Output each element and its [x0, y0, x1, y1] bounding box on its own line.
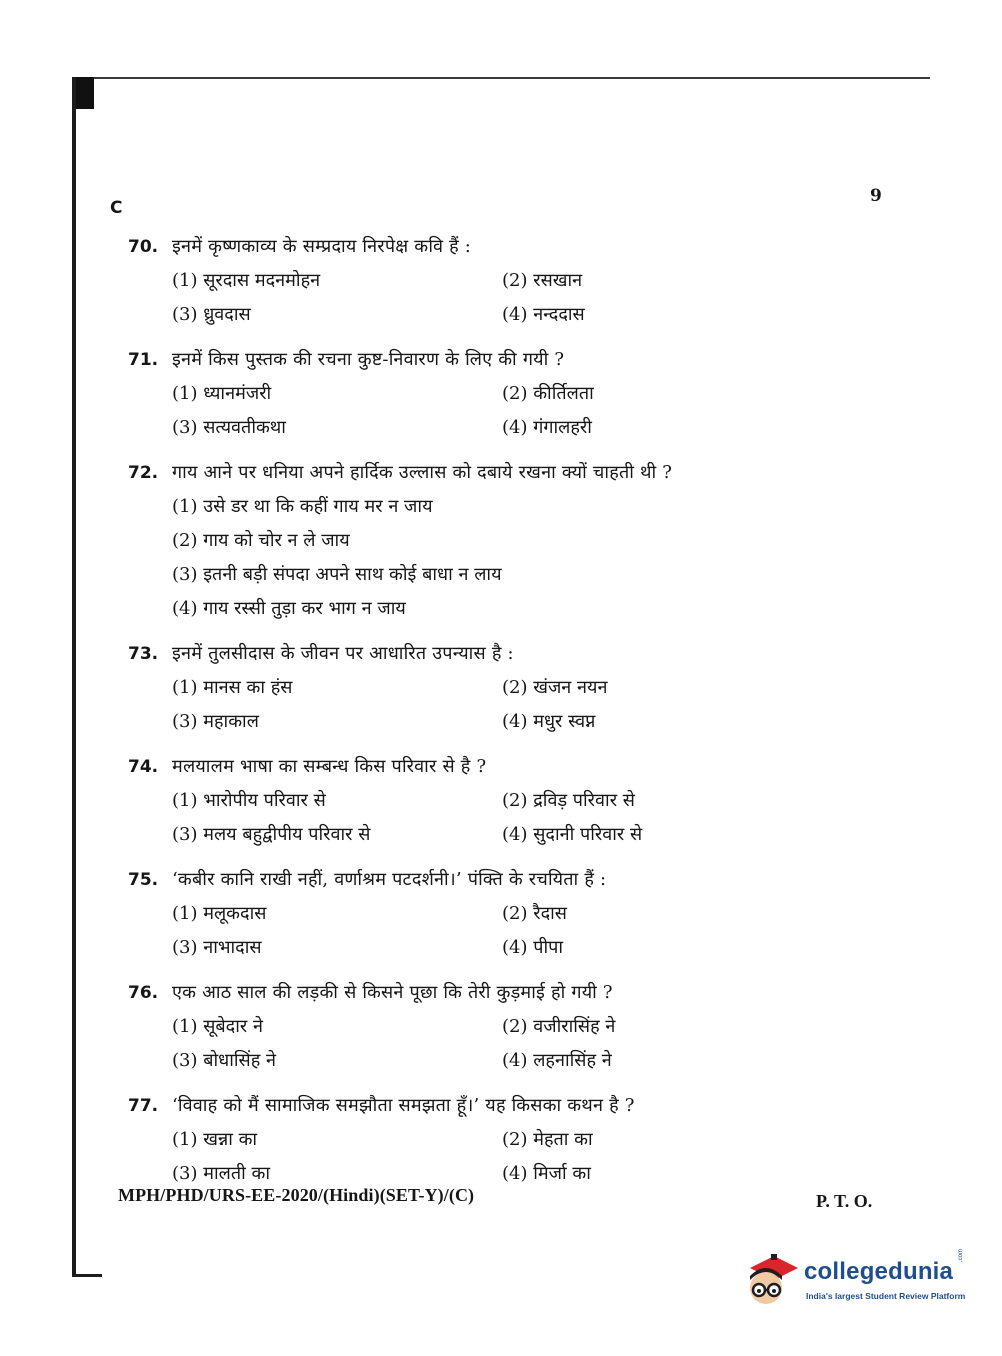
option-1: (1) खन्ना का: [172, 1129, 258, 1150]
option-2: (2) वजीरासिंह ने: [502, 1016, 616, 1037]
option-list: [172, 1010, 808, 1078]
option-3: (3) इतनी बड़ी संपदा अपने साथ कोई बाधा न लाय: [172, 564, 502, 585]
question-76: [128, 976, 808, 1078]
option-list: [172, 377, 808, 445]
brand-name: collegedunia: [804, 1258, 954, 1285]
option-1: (1) सूबेदार ने: [172, 1016, 263, 1037]
option-list: [172, 1123, 808, 1191]
option-3: (3) मालती का: [172, 1163, 270, 1184]
question-text: इनमें किस पुस्तक की रचना कुष्ट-निवारण के लिए की गयी ?: [172, 349, 565, 370]
option-4: (4) नन्ददास: [502, 304, 585, 325]
option-list: [172, 490, 808, 626]
option-1: (1) मानस का हंस: [172, 677, 293, 698]
question-number: 72.: [128, 463, 159, 483]
question-number: 77.: [128, 1096, 159, 1116]
option-list: [172, 671, 808, 739]
option-list: [172, 784, 808, 852]
exam-code: MPH/PHD/URS-EE-2020/(Hindi)(SET-Y)/(C): [118, 1185, 475, 1205]
question-number: 73.: [128, 644, 159, 664]
page-bottom-edge: [72, 1274, 102, 1277]
option-2: (2) रसखान: [502, 270, 583, 291]
option-1: (1) भारोपीय परिवार से: [172, 790, 326, 811]
option-2: (2) मेहता का: [502, 1129, 593, 1150]
question-number: 75.: [128, 870, 159, 890]
option-3: (3) ध्रुवदास: [172, 304, 251, 325]
option-2: (2) द्रविड़ परिवार से: [502, 790, 635, 811]
question-75: [128, 863, 808, 965]
option-1: (1) सूरदास मदनमोहन: [172, 270, 321, 291]
option-1: (1) ध्यानमंजरी: [172, 383, 272, 404]
question-77: [128, 1089, 808, 1191]
question-73: [128, 637, 808, 739]
option-1: (1) मलूकदास: [172, 903, 267, 924]
option-4: (4) गाय रस्सी तुड़ा कर भाग न जाय: [172, 598, 406, 619]
question-72: [128, 456, 808, 626]
option-4: (4) गंगालहरी: [502, 417, 592, 438]
option-list: [172, 264, 808, 332]
mascot-icon: [744, 1250, 802, 1308]
option-2: (2) गाय को चोर न ले जाय: [172, 530, 350, 551]
option-list: [172, 897, 808, 965]
question-number: 74.: [128, 757, 159, 777]
question-number: 71.: [128, 350, 159, 370]
question-list: [128, 230, 808, 1202]
question-text: ‘विवाह को मैं सामाजिक समझौता समझता हूँ।’ यह किसका कथन है ?: [172, 1095, 635, 1116]
brand-tld: .com: [958, 1248, 964, 1262]
option-3: (3) नाभादास: [172, 937, 262, 958]
question-74: [128, 750, 808, 852]
question-number: 70.: [128, 237, 159, 257]
page-number: 9: [870, 186, 882, 206]
option-2: (2) रैदास: [502, 903, 567, 924]
question-70: [128, 230, 808, 332]
option-4: (4) मधुर स्वप्न: [502, 711, 596, 732]
option-1: (1) उसे डर था कि कहीं गाय मर न जाय: [172, 496, 433, 517]
collegedunia-watermark: [744, 1250, 974, 1314]
question-text: इनमें कृष्णकाव्य के सम्प्रदाय निरपेक्ष कवि हैं :: [172, 236, 472, 257]
question-text: गाय आने पर धनिया अपने हार्दिक उल्लास को दबाये रखना क्यों चाहती थी ?: [172, 462, 673, 483]
question-text: इनमें तुलसीदास के जीवन पर आधारित उपन्यास है :: [172, 643, 514, 664]
page-top-edge: [72, 77, 930, 79]
question-number: 76.: [128, 983, 159, 1003]
pto-label: P. T. O.: [816, 1191, 873, 1211]
question-text: ‘कबीर कानि राखी नहीं, वर्णाश्रम पटदर्शनी।’ पंक्ति के रचयिता हैं :: [172, 869, 607, 890]
option-4: (4) लहनासिंह ने: [502, 1050, 612, 1071]
question-71: [128, 343, 808, 445]
option-4: (4) सुदानी परिवार से: [502, 824, 643, 845]
question-text: एक आठ साल की लड़की से किसने पूछा कि तेरी कुड़माई हो गयी ?: [172, 982, 613, 1003]
brand-tagline: India's largest Student Review Platform: [806, 1291, 966, 1301]
question-text: मलयालम भाषा का सम्बन्ध किस परिवार से है ?: [172, 756, 487, 777]
set-letter: C: [110, 198, 123, 218]
option-2: (2) खंजन नयन: [502, 677, 608, 698]
option-3: (3) सत्यवतीकथा: [172, 417, 286, 438]
page-left-edge: [72, 77, 76, 1277]
option-3: (3) महाकाल: [172, 711, 259, 732]
option-4: (4) पीपा: [502, 937, 563, 958]
option-3: (3) मलय बहुद्वीपीय परिवार से: [172, 824, 371, 845]
option-3: (3) बोधासिंह ने: [172, 1050, 276, 1071]
option-4: (4) मिर्जा का: [502, 1163, 591, 1184]
option-2: (2) कीर्तिलता: [502, 383, 594, 404]
